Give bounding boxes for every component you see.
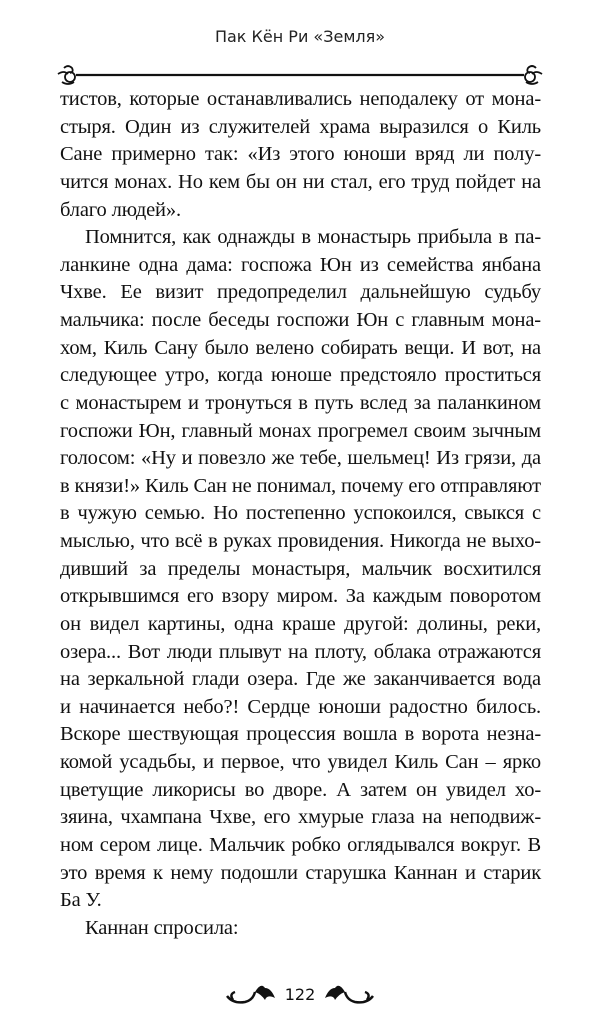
page-number: 122 bbox=[284, 984, 316, 1004]
text-line: Ба У. bbox=[60, 889, 102, 912]
text-line: Вскоре шествующая процессия вошла в ворота незна- bbox=[60, 723, 541, 746]
text-line: хом, Киль Сану было велено собирать вещи. И вот, на bbox=[60, 336, 541, 359]
text-line: благо людей». bbox=[60, 198, 181, 221]
text-line: Чхве. Ее визит предопределил дальнейшую судьбу bbox=[60, 281, 541, 304]
text-line: госпожи Юн, главный монах прогремел своим зычным bbox=[60, 419, 541, 442]
text-line: ном сером лице. Мальчик робко оглядывался вокруг. В bbox=[60, 833, 541, 856]
text-line: тистов, которые останавливались неподалеку от мона- bbox=[60, 88, 541, 110]
text-line: голосом: «Ну и повезло же тебе, шельмец! Из грязи, да bbox=[60, 447, 541, 470]
text-line: цветущие ликорисы во дворе. А затем он увидел хо- bbox=[60, 778, 541, 801]
text-line: мальчика: после беседы госпожи Юн с главным мона- bbox=[60, 309, 541, 331]
ornamental-rule bbox=[56, 62, 544, 88]
text-line: стыря. Один из служителей храма выразился о Киль bbox=[60, 115, 541, 138]
text-line: в чужую семью. Но постепенно успокоился, свыкся с bbox=[60, 502, 541, 525]
text-line: ланкине одна дама: госпожа Юн из семейства янбана bbox=[60, 253, 541, 276]
text-line: комой усадьбы, и первое, что увидел Киль Сан – ярко bbox=[60, 751, 541, 773]
text-line: с монастырем и тронуться в путь вслед за паланкином bbox=[60, 391, 541, 414]
text-line: озера... Вот люди плывут на плоту, облака отражаются bbox=[60, 640, 541, 663]
text-line: следующее утро, когда юноше предстояло проститься bbox=[60, 364, 541, 387]
left-folio-ornament-icon bbox=[225, 982, 277, 1006]
page-footer bbox=[0, 982, 600, 1006]
right-folio-ornament-icon bbox=[323, 982, 375, 1006]
text-line: Сане примерно так: «Из этого юноши вряд ли полу- bbox=[60, 143, 541, 166]
text-line: это время к нему подошли старушка Каннан и старик bbox=[60, 861, 541, 884]
text-line: открывшимся его взору миром. За каждым поворотом bbox=[60, 585, 541, 608]
body-text bbox=[60, 86, 541, 942]
text-line: на зеркальной глади озера. Где же заканчивается вода bbox=[60, 668, 541, 691]
text-line: дивший за пределы монастыря, мальчик восхитился bbox=[60, 557, 541, 580]
left-flourish-icon bbox=[58, 66, 75, 84]
text-line: мыслью, что всё в руках провидения. Никогда не выхо- bbox=[60, 530, 541, 552]
text-line: в князи!» Киль Сан не понимал, почему его отправляют bbox=[60, 474, 541, 497]
text-line: он видел картины, одна краше другой: долины, реки, bbox=[60, 612, 541, 635]
text-line: чится монах. Но кем бы он ни стал, его труд пойдет на bbox=[60, 170, 541, 193]
text-line: Каннан спросила: bbox=[85, 916, 239, 939]
text-line: Помнится, как однажды в монастырь прибыла в па- bbox=[85, 226, 541, 249]
text-line: зяина, чхампана Чхве, его хмурые глаза на неподвиж- bbox=[60, 806, 541, 829]
right-flourish-icon bbox=[525, 66, 542, 84]
text-line: и начинается небо?! Сердце юноши радостно билось. bbox=[60, 695, 541, 718]
running-header-title: Пак Кён Ри «Земля» bbox=[214, 27, 386, 46]
